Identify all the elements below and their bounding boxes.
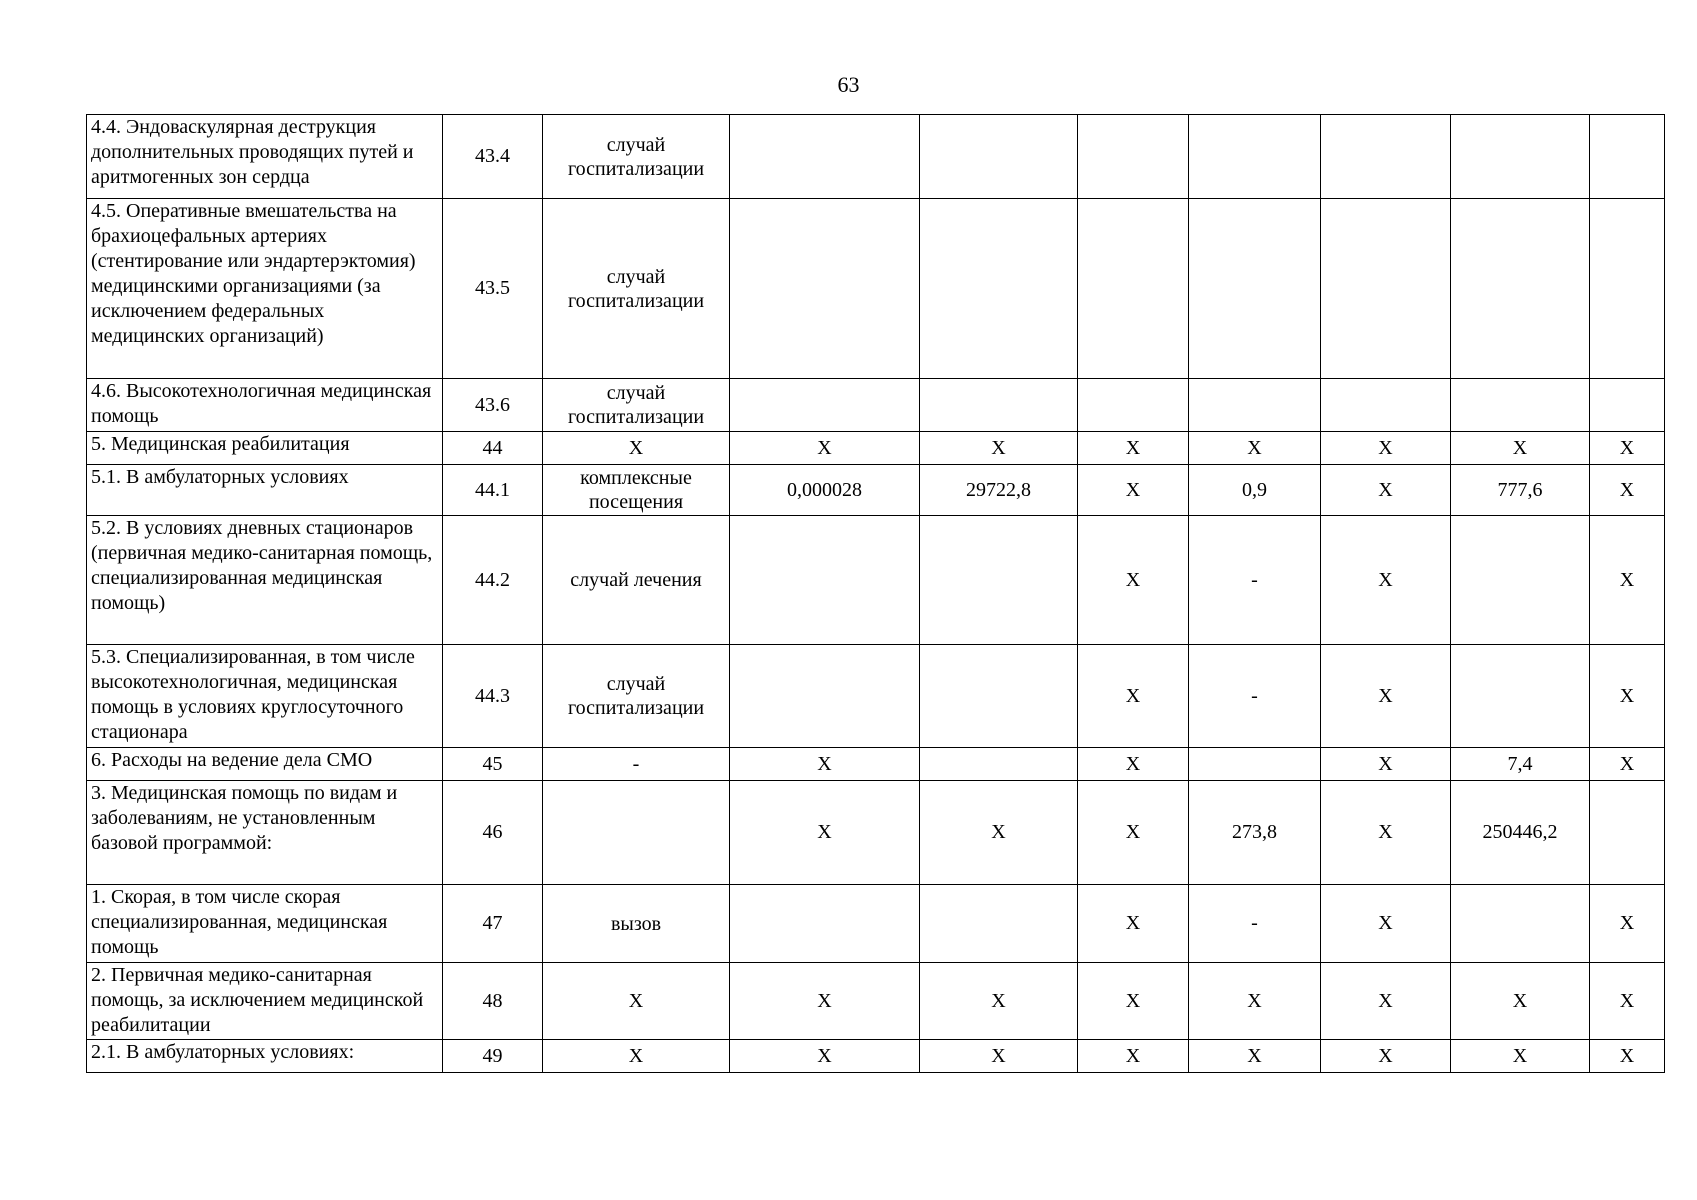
cell-col6 <box>1078 379 1189 432</box>
table-row <box>87 645 1665 748</box>
cell-col10: Х <box>1590 748 1665 781</box>
cell-col7 <box>1189 199 1321 379</box>
cell-col4: Х <box>730 1040 920 1073</box>
table-row <box>87 781 1665 885</box>
cell-col6: Х <box>1078 748 1189 781</box>
cell-col5: Х <box>920 1040 1078 1073</box>
cell-col10 <box>1590 199 1665 379</box>
cell-col5 <box>920 115 1078 199</box>
cell-col9: 250446,2 <box>1451 781 1590 885</box>
row-name: 5.2. В условиях дневных стационаров (первичная медико-санитарная помощь, специализированная медицинская помощь) <box>87 516 443 645</box>
cell-col8: Х <box>1321 645 1451 748</box>
table-row <box>87 1040 1665 1073</box>
cell-col4 <box>730 885 920 963</box>
row-unit: Х <box>543 432 730 465</box>
table-row <box>87 516 1665 645</box>
table-row <box>87 963 1665 1040</box>
cell-col6 <box>1078 115 1189 199</box>
cell-col4: Х <box>730 963 920 1040</box>
cell-col7 <box>1189 379 1321 432</box>
cell-col10: Х <box>1590 645 1665 748</box>
row-unit: случай лечения <box>543 516 730 645</box>
row-unit: вызов <box>543 885 730 963</box>
row-name: 4.5. Оперативные вмешательства на брахиоцефальных артериях (стентирование или эндартерэктомия) медицинскими организациями (за исключением федеральных медицинских организаций) <box>87 199 443 379</box>
cell-col6: Х <box>1078 465 1189 516</box>
cell-col9: Х <box>1451 432 1590 465</box>
cell-col6 <box>1078 199 1189 379</box>
row-name: 4.6. Высокотехнологичная медицинская помощь <box>87 379 443 432</box>
cell-col7 <box>1189 115 1321 199</box>
row-unit: Х <box>543 963 730 1040</box>
cell-col10 <box>1590 781 1665 885</box>
table-row <box>87 115 1665 199</box>
row-code: 47 <box>443 885 543 963</box>
table-row <box>87 432 1665 465</box>
cell-col10: Х <box>1590 465 1665 516</box>
cell-col6: Х <box>1078 963 1189 1040</box>
cell-col5 <box>920 516 1078 645</box>
cell-col4 <box>730 115 920 199</box>
cell-col5 <box>920 645 1078 748</box>
row-code: 48 <box>443 963 543 1040</box>
cell-col8: Х <box>1321 516 1451 645</box>
cell-col6: Х <box>1078 432 1189 465</box>
cell-col9 <box>1451 885 1590 963</box>
row-code: 43.6 <box>443 379 543 432</box>
cell-col9: 777,6 <box>1451 465 1590 516</box>
cell-col4 <box>730 516 920 645</box>
row-code: 43.4 <box>443 115 543 199</box>
table-row <box>87 748 1665 781</box>
cell-col8 <box>1321 379 1451 432</box>
cell-col7: - <box>1189 516 1321 645</box>
row-name: 1. Скорая, в том числе скорая специализированная, медицинская помощь <box>87 885 443 963</box>
cell-col9: 7,4 <box>1451 748 1590 781</box>
cell-col9 <box>1451 379 1590 432</box>
cell-col7 <box>1189 748 1321 781</box>
cell-col8: Х <box>1321 781 1451 885</box>
cell-col4: Х <box>730 432 920 465</box>
cell-col8: Х <box>1321 1040 1451 1073</box>
row-code: 45 <box>443 748 543 781</box>
row-code: 44 <box>443 432 543 465</box>
row-name: 6. Расходы на ведение дела СМО <box>87 748 443 781</box>
cell-col4 <box>730 199 920 379</box>
cell-col8: Х <box>1321 885 1451 963</box>
table-row <box>87 379 1665 432</box>
row-unit <box>543 781 730 885</box>
cell-col10 <box>1590 379 1665 432</box>
row-unit: Х <box>543 1040 730 1073</box>
cell-col7: 0,9 <box>1189 465 1321 516</box>
cell-col10: Х <box>1590 1040 1665 1073</box>
row-code: 44.3 <box>443 645 543 748</box>
row-code: 49 <box>443 1040 543 1073</box>
financing-table <box>86 114 1665 1073</box>
row-name: 2.1. В амбулаторных условиях: <box>87 1040 443 1073</box>
cell-col5 <box>920 379 1078 432</box>
cell-col9: Х <box>1451 1040 1590 1073</box>
cell-col9 <box>1451 199 1590 379</box>
cell-col4: Х <box>730 781 920 885</box>
cell-col5: Х <box>920 432 1078 465</box>
cell-col7: Х <box>1189 963 1321 1040</box>
row-unit: случай госпитализации <box>543 379 730 432</box>
row-name: 3. Медицинская помощь по видам и заболеваниям, не установленным базовой программой: <box>87 781 443 885</box>
row-code: 43.5 <box>443 199 543 379</box>
cell-col6: Х <box>1078 885 1189 963</box>
cell-col4: Х <box>730 748 920 781</box>
row-code: 44.1 <box>443 465 543 516</box>
row-unit: случай госпитализации <box>543 199 730 379</box>
cell-col8: Х <box>1321 963 1451 1040</box>
row-name: 5.1. В амбулаторных условиях <box>87 465 443 516</box>
cell-col7: Х <box>1189 1040 1321 1073</box>
cell-col10 <box>1590 115 1665 199</box>
cell-col10: Х <box>1590 516 1665 645</box>
cell-col6: Х <box>1078 516 1189 645</box>
cell-col5 <box>920 885 1078 963</box>
row-code: 46 <box>443 781 543 885</box>
page-number: 63 <box>837 72 860 97</box>
cell-col4 <box>730 645 920 748</box>
cell-col10: Х <box>1590 885 1665 963</box>
cell-col8: Х <box>1321 465 1451 516</box>
cell-col8: Х <box>1321 432 1451 465</box>
row-unit: случай госпитализации <box>543 645 730 748</box>
cell-col5: Х <box>920 781 1078 885</box>
cell-col5 <box>920 199 1078 379</box>
cell-col7: Х <box>1189 432 1321 465</box>
row-code: 44.2 <box>443 516 543 645</box>
cell-col8 <box>1321 199 1451 379</box>
cell-col7: 273,8 <box>1189 781 1321 885</box>
cell-col5 <box>920 748 1078 781</box>
table-row <box>87 199 1665 379</box>
row-name: 5. Медицинская реабилитация <box>87 432 443 465</box>
row-name: 4.4. Эндоваскулярная деструкция дополнительных проводящих путей и аритмогенных зон сердца <box>87 115 443 199</box>
cell-col9 <box>1451 115 1590 199</box>
table-row <box>87 885 1665 963</box>
cell-col7: - <box>1189 645 1321 748</box>
cell-col6: Х <box>1078 645 1189 748</box>
cell-col7: - <box>1189 885 1321 963</box>
cell-col10: Х <box>1590 963 1665 1040</box>
row-name: 5.3. Специализированная, в том числе высокотехнологичная, медицинская помощь в условиях круглосуточного стационара <box>87 645 443 748</box>
row-name: 2. Первичная медико-санитарная помощь, за исключением медицинской реабилитации <box>87 963 443 1040</box>
cell-col9 <box>1451 645 1590 748</box>
cell-col5: Х <box>920 963 1078 1040</box>
cell-col5: 29722,8 <box>920 465 1078 516</box>
cell-col10: Х <box>1590 432 1665 465</box>
row-unit: случай госпитализации <box>543 115 730 199</box>
table-row <box>87 465 1665 516</box>
cell-col6: Х <box>1078 1040 1189 1073</box>
row-unit: комплексные посещения <box>543 465 730 516</box>
cell-col4 <box>730 379 920 432</box>
cell-col8 <box>1321 115 1451 199</box>
cell-col4: 0,000028 <box>730 465 920 516</box>
cell-col9: Х <box>1451 963 1590 1040</box>
cell-col9 <box>1451 516 1590 645</box>
cell-col8: Х <box>1321 748 1451 781</box>
row-unit: - <box>543 748 730 781</box>
cell-col6: Х <box>1078 781 1189 885</box>
